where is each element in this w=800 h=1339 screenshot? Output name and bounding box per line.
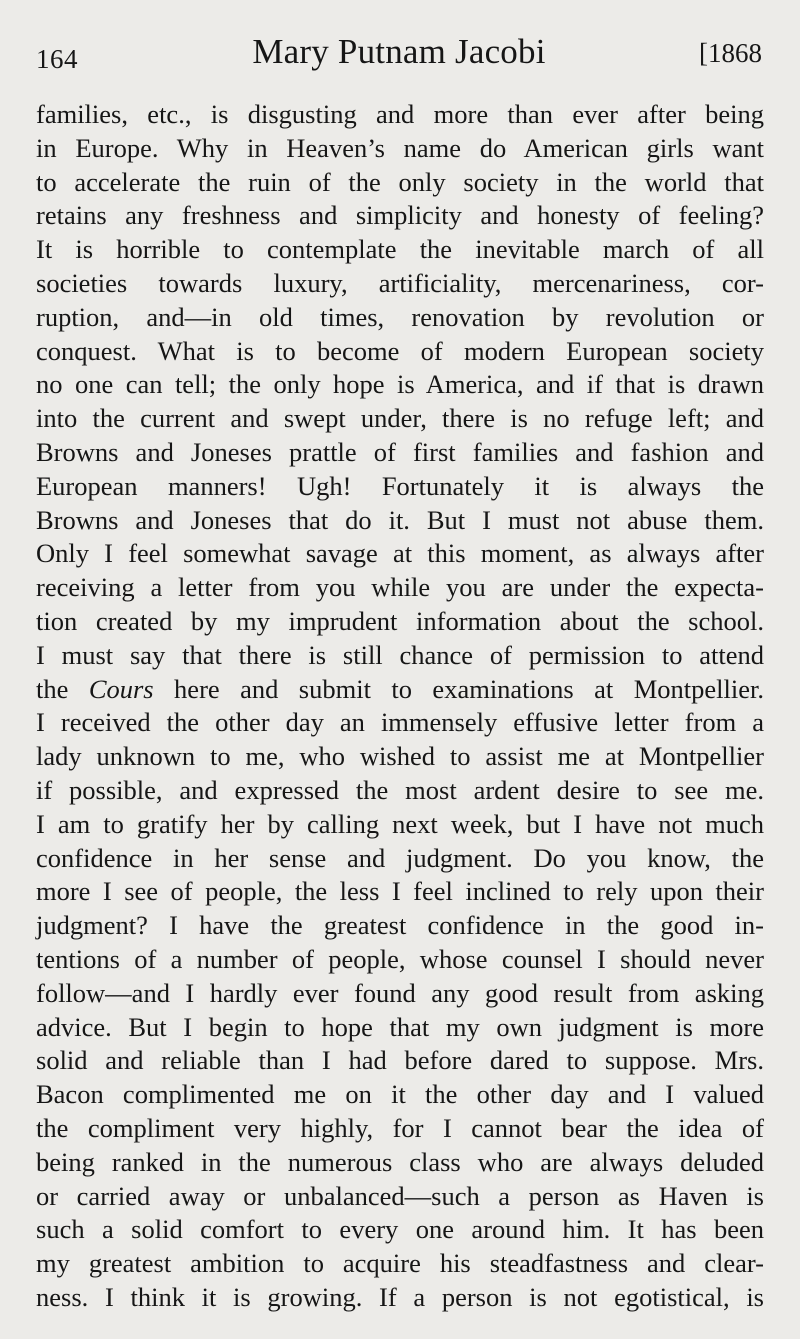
- running-title: Mary Putnam Jacobi: [252, 32, 546, 71]
- text-line: It is horrible to contemplate the inevitable march of all: [36, 234, 764, 265]
- text-line: follow—and I hardly ever found any good result from asking: [36, 977, 764, 1008]
- text-line: I must say that there is still chance of permission to attend: [36, 639, 764, 670]
- text-line: ruption, and—in old times, renovation by revolution or: [36, 301, 764, 332]
- text-line: Only I feel somewhat savage at this moment, as always after: [36, 538, 764, 569]
- text-line: I received the other day an immensely effusive letter from a: [36, 707, 764, 738]
- italic-line-after: here and submit to examinations at Montpellier.: [153, 673, 764, 704]
- text-line: into the current and swept under, there is no refuge left; and: [36, 403, 764, 434]
- text-line: ness. I think it is growing. If a person is not egotistical, is: [36, 1281, 764, 1312]
- text-line: Browns and Joneses that do it. But I must not abuse them.: [36, 504, 764, 535]
- text-line: Bacon complimented me on it the other day and I valued: [36, 1079, 764, 1110]
- text-line: I am to gratify her by calling next week, but I have not much: [36, 808, 764, 839]
- text-line: conquest. What is to become of modern European society: [36, 335, 764, 366]
- text-line: such a solid comfort to every one around him. It has been: [36, 1214, 764, 1245]
- text-line: being ranked in the numerous class who are always deluded: [36, 1146, 764, 1177]
- body-text: [36, 98, 764, 1315]
- text-line: to accelerate the ruin of the only society in the world that: [36, 166, 764, 197]
- text-line: retains any freshness and simplicity and honesty of feeling?: [36, 200, 764, 231]
- text-line: confidence in her sense and judgment. Do you know, the: [36, 842, 764, 873]
- year-mark: [1868: [699, 38, 762, 68]
- text-line: more I see of people, the less I feel inclined to rely upon their: [36, 876, 764, 907]
- text-line: solid and reliable than I had before dared to suppose. Mrs.: [36, 1045, 764, 1076]
- text-line: my greatest ambition to acquire his steadfastness and clear-: [36, 1248, 764, 1279]
- page-header: [36, 30, 762, 80]
- text-line-with-italic: [36, 673, 764, 707]
- text-line: lady unknown to me, who wished to assist me at Montpellier: [36, 741, 764, 772]
- text-line: if possible, and expressed the most ardent desire to see me.: [36, 774, 764, 805]
- text-line: tion created by my imprudent information about the school.: [36, 605, 764, 636]
- italic-word-cours: Cours: [88, 673, 154, 704]
- text-line: in Europe. Why in Heaven’s name do American girls want: [36, 132, 764, 163]
- italic-line-before: the: [36, 673, 89, 704]
- text-line: families, etc., is disgusting and more than ever after being: [36, 99, 764, 129]
- page-number: 164: [36, 44, 78, 74]
- text-line: societies towards luxury, artificiality, mercenariness, cor-: [36, 267, 764, 298]
- text-line: judgment? I have the greatest confidence in the good in-: [36, 910, 764, 941]
- text-line: European manners! Ugh! Fortunately it is always the: [36, 470, 764, 501]
- text-line: no one can tell; the only hope is America, and if that is drawn: [36, 369, 764, 400]
- text-line: Browns and Joneses prattle of first families and fashion and: [36, 436, 764, 467]
- text-line: receiving a letter from you while you are under the expecta-: [36, 572, 764, 603]
- text-line: advice. But I begin to hope that my own judgment is more: [36, 1011, 764, 1042]
- text-line: tentions of a number of people, whose counsel I should never: [36, 943, 764, 974]
- text-line: the compliment very highly, for I cannot bear the idea of: [36, 1112, 764, 1143]
- text-line: or carried away or unbalanced—such a person as Haven is: [36, 1180, 764, 1211]
